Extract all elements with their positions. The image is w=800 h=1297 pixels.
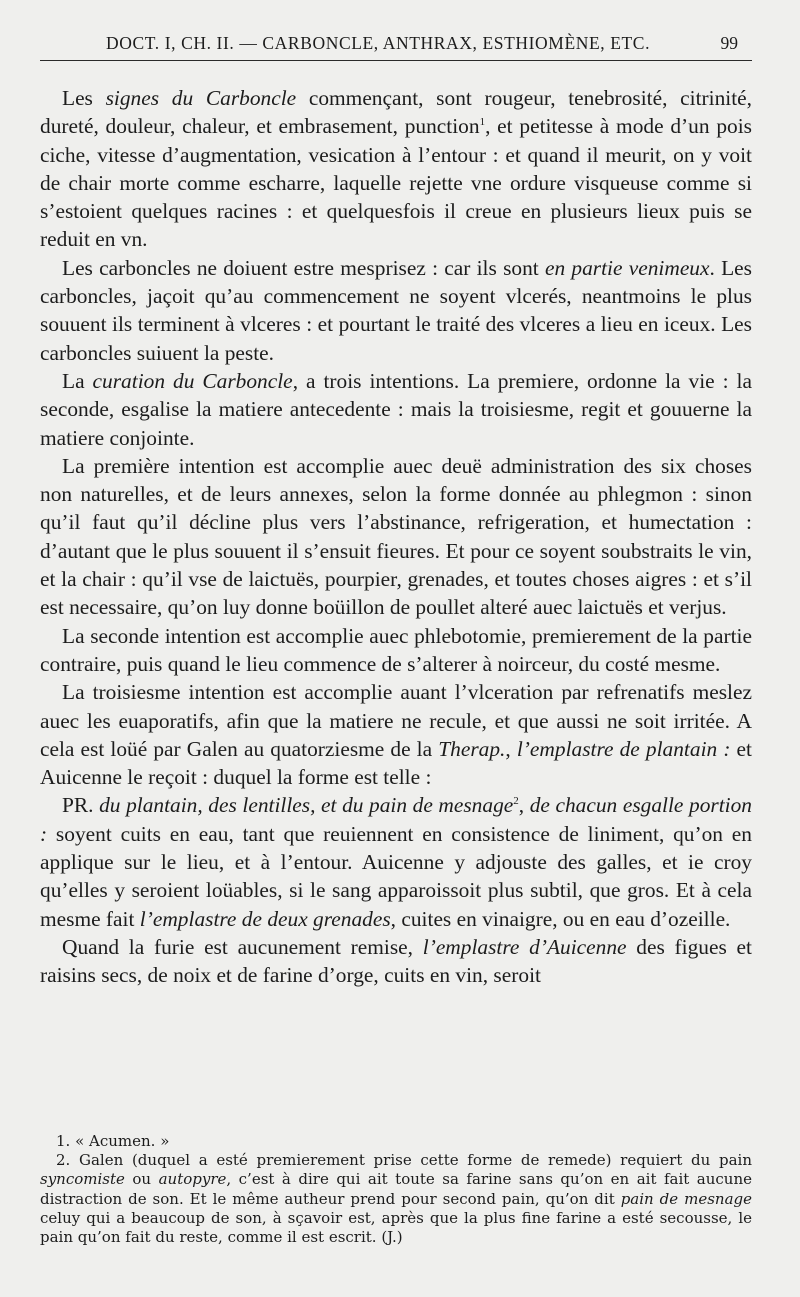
text-run: , (518, 793, 530, 818)
paragraph (40, 791, 752, 932)
text-run: . Les carboncles, jaçoit qu’au commencement ne soyent vlcerés, neantmoins le plus souuent ils terminent à vlceres : et pourtant le traité des vlceres a lieu en iceux. Les carboncles suiuent la peste. (40, 255, 752, 365)
italic-run: pain de mesnage (620, 1189, 752, 1208)
text-run: La première intention est accomplie auec deuë administration des six choses non naturelles, et de leurs annexes, selon la forme donnée au phlegmon : sinon qu’il faut qu’il décline plus vers l’abstinance, refrigeration, et humectation : d’autant que le plus souuent il s’ensuit fieures. Et pour ce soyent soubstraits le vin, et la chair : qu’il vse de laictuës, pourpier, grenades, et toutes choses aigres : et s’il est necessaire, qu’on luy donne boüillon de poullet alteré auec laictuës et verjus. (40, 453, 752, 620)
paragraph (40, 933, 752, 990)
italic-run: du plantain, des lentilles, et du pain de mesnage (99, 793, 514, 818)
text-run: Les (62, 86, 106, 110)
text-run: soyent cuits en eau, tant que reuiennent en consistence de liniment, qu’on en applique sur le lieu, et à l’entour. Auicenne y adjouste des galles, et ie croy qu’elles y seroient loüables, si le sang apparoissoit plus subtil, que gros. Et à cela mesme fait (40, 821, 752, 931)
footnotes (40, 1132, 752, 1247)
text-run: La seconde intention est accomplie auec phlebotomie, premierement de la partie contraire, puis quand le lieu commence de s’alterer à noirceur, du costé mesme. (40, 623, 752, 676)
paragraph (40, 678, 752, 791)
running-title: DOCT. I, CH. II. — CARBONCLE, ANTHRAX, ESTHIOMÈNE, ETC. (106, 33, 651, 53)
italic-run: autopyre (158, 1170, 227, 1189)
italic-run: Therap. (438, 736, 506, 761)
italic-run: l’emplastre de plantain : (516, 736, 731, 761)
body-text (40, 84, 752, 990)
page-number: 99 (720, 33, 738, 53)
text-run: 2. Galen (duquel a esté premierement prise cette forme de remede) requiert du pain (56, 1151, 752, 1170)
italic-run: l’emplastre d’Auicenne (422, 934, 627, 959)
italic-run: de chacun esgalle portion : (40, 793, 752, 846)
text-run: La troisiesme intention est accomplie auant l’vlceration par refrenatifs meslez auec les euaporatifs, afin que la matiere ne recule, et que aussi ne soit irritée. A cela est loüé par Galen au quatorziesme de la (40, 680, 752, 761)
italic-run: signes du Carboncle (105, 86, 297, 110)
paragraph (40, 622, 752, 679)
text-run: , (505, 736, 517, 761)
text-run: PR. (62, 793, 100, 818)
paragraph (40, 84, 752, 254)
text-run: Quand la furie est aucunement remise, (62, 934, 423, 959)
text-run: et Auicenne le reçoit : duquel la forme est telle : (40, 736, 752, 790)
text-run: celuy qui a beaucoup de son, à sçavoir est, après que la plus fine farine a esté secousse, le pain qu’on fait du reste, comme il est escrit. (J.) (40, 1208, 752, 1247)
italic-run: en partie venimeux (544, 255, 710, 280)
text-run: , cuites en vinaigre, ou en eau d’ozeille. (390, 906, 731, 931)
footnote-ref: 2 (513, 795, 519, 808)
paragraph (40, 254, 752, 367)
footnote (40, 1151, 752, 1247)
italic-run: curation du Carboncle (92, 368, 293, 393)
paragraph (40, 367, 752, 452)
page-header (40, 30, 752, 61)
text-run: ou (124, 1170, 159, 1189)
text-run: , c’est à dire qui ait toute sa farine sans qu’on en ait fait aucune distraction de son. Et le même autheur prend pour second pain, qu’on dit (40, 1170, 752, 1208)
text-run: Les carboncles ne doiuent estre mesprisez : car ils sont (62, 255, 545, 280)
paragraph (40, 452, 752, 622)
text-run: commençant, sont rougeur, tenebrosité, citrinité, dureté, douleur, chaleur, et embrasement, punction (40, 86, 752, 139)
text-run: , a trois intentions. La premiere, ordonne la vie : la seconde, esgalise la matiere antecedente : mais la troisiesme, regit et gouuerne la matiere conjointe. (40, 368, 752, 450)
italic-run: syncomiste (40, 1170, 125, 1189)
text-run: 1. « Acumen. » (56, 1132, 170, 1150)
text-run: , et petitesse à mode d’un pois ciche, vitesse d’augmentation, vesication à l’entour : et quand il meurit, on y voit de chair morte comme escharre, laquelle rejette vne ordure visqueuse comme si s’estoient quelques racines : et quelquesfois il creue en plusieurs lieux puis se reduit en vn. (40, 114, 752, 252)
text-run: des figues et raisins secs, de noix et de farine d’orge, cuits en vin, seroit (40, 934, 752, 988)
footnote (40, 1132, 752, 1151)
footnote-ref: 1 (479, 116, 486, 129)
italic-run: l’emplastre de deux grenades (139, 906, 391, 931)
text-run: La (62, 368, 93, 393)
